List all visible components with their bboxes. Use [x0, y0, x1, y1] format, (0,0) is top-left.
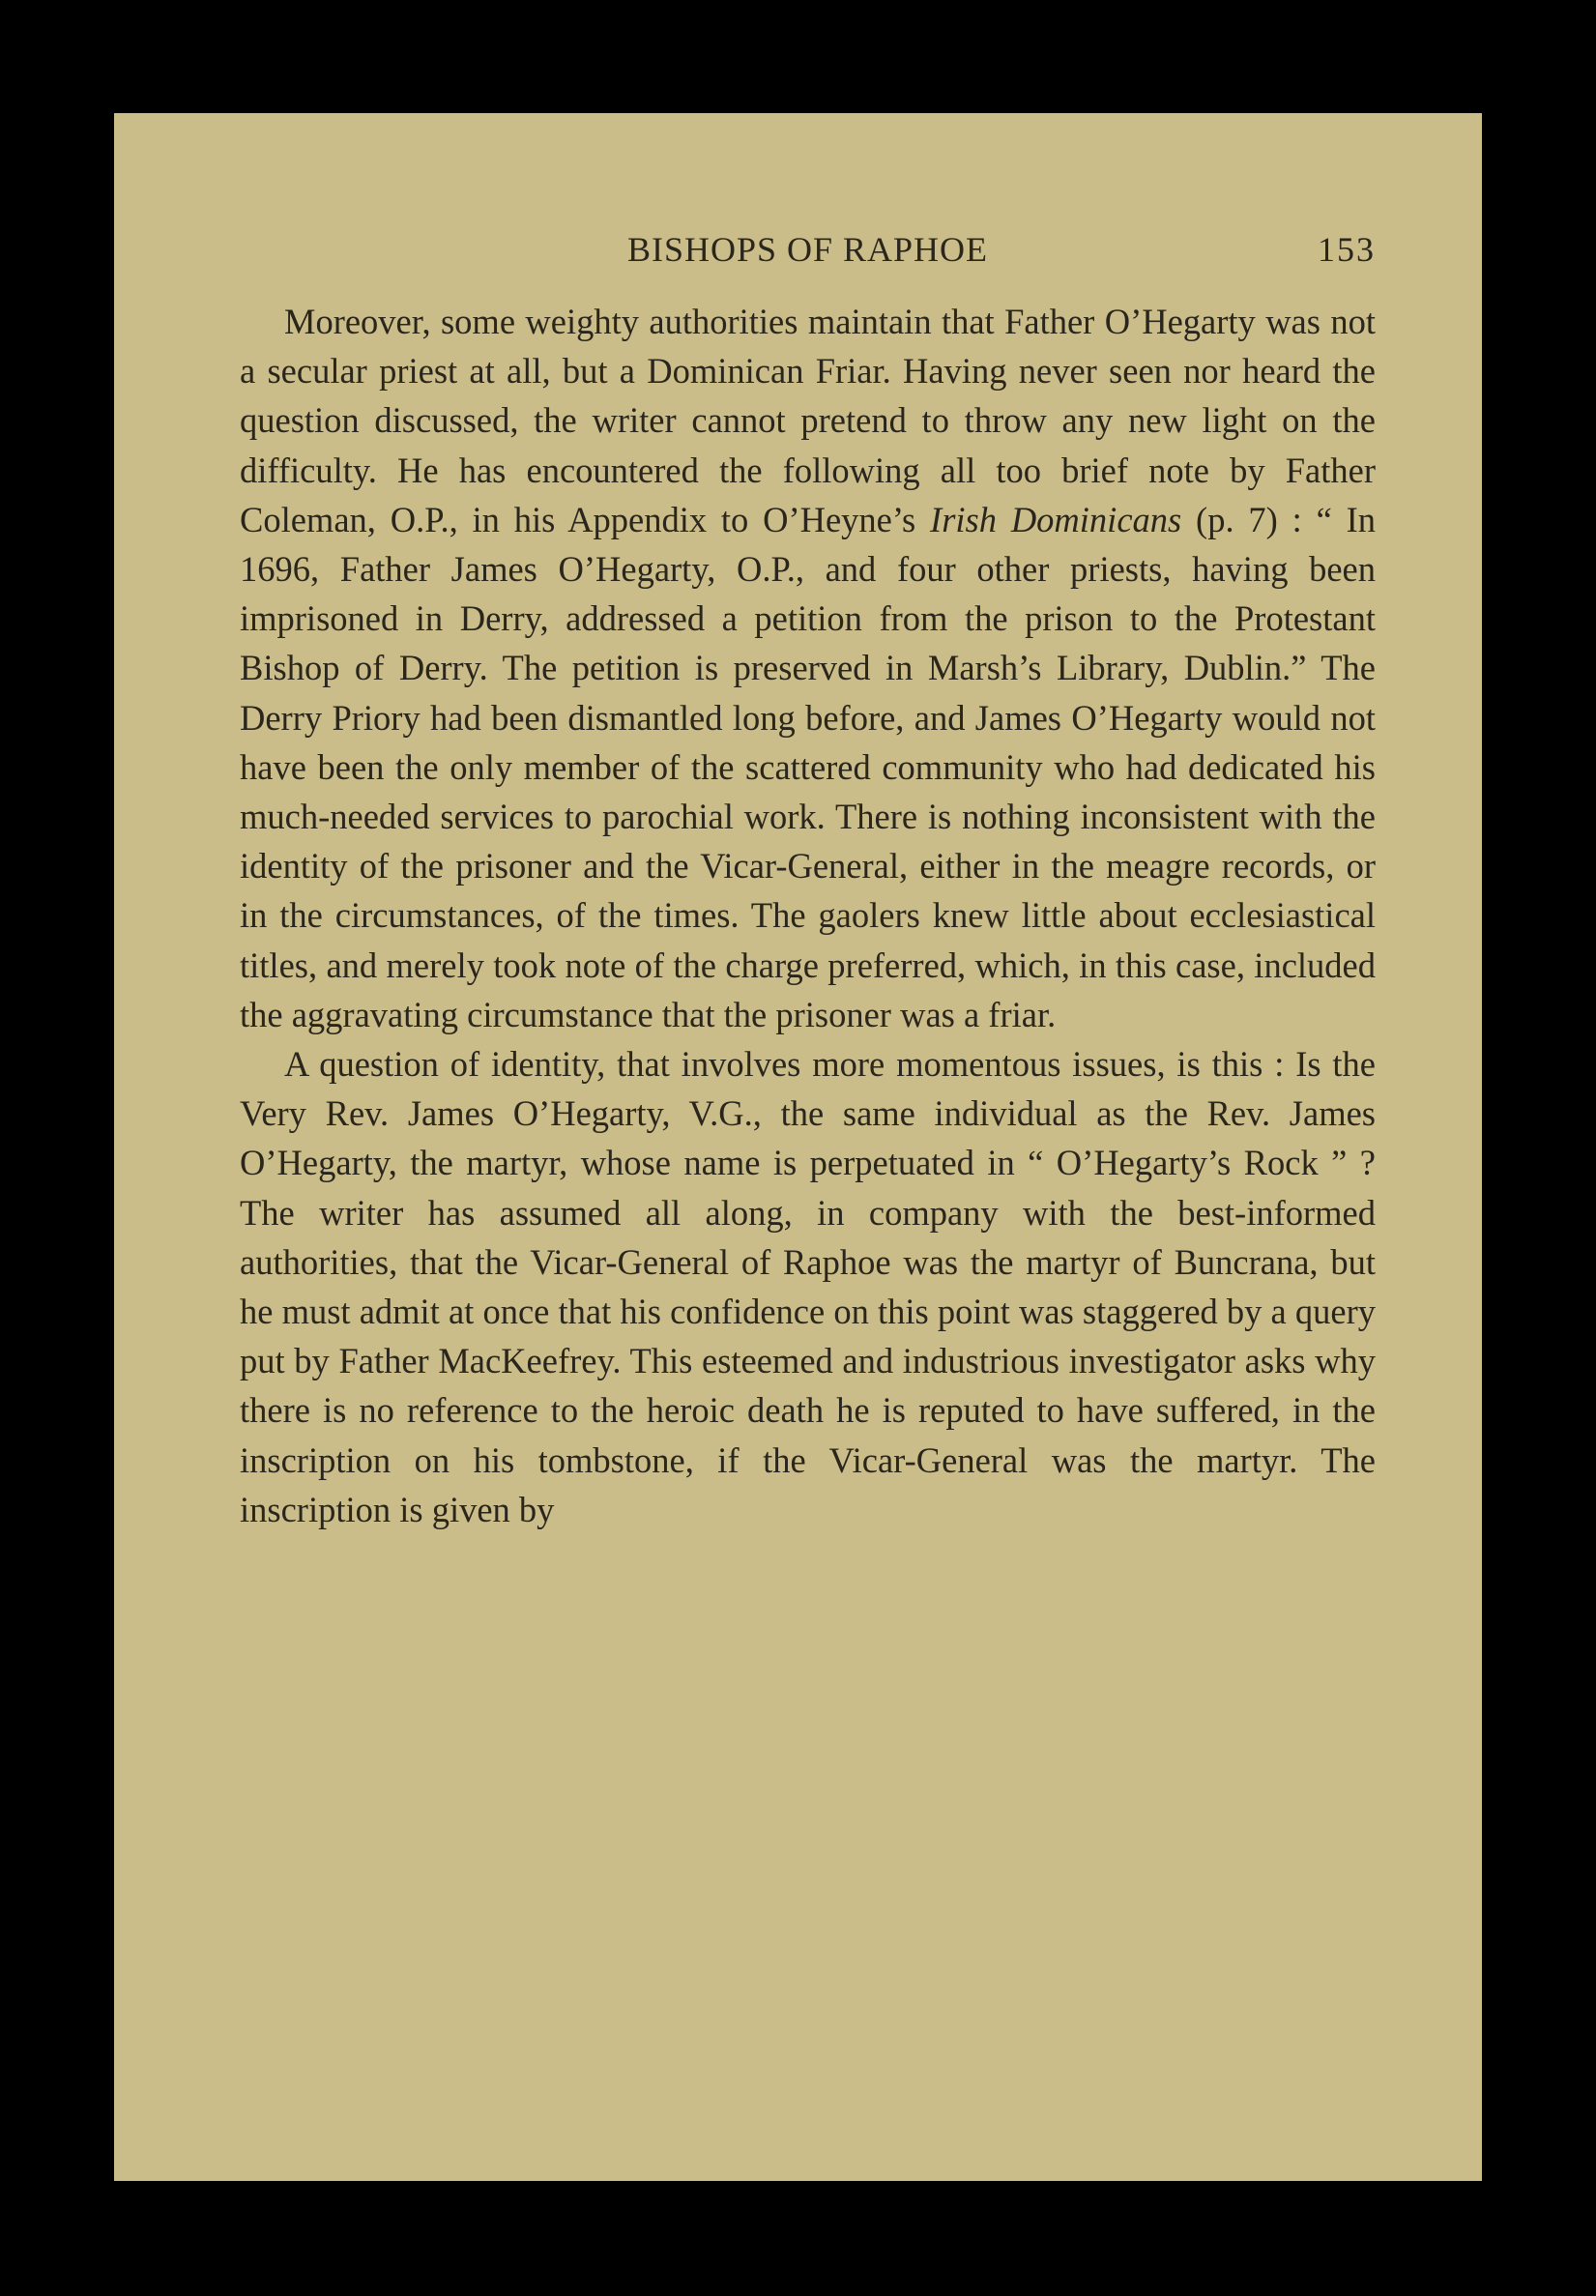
page-content [240, 229, 1376, 1534]
page-number: 153 [1318, 230, 1376, 269]
paragraph-1-text-a: Moreover, some weighty authorities maintain that Father O’Hegarty was not a secular priest at all, but a Dominican Friar. Having never seen nor heard the question discussed, the writer cannot pretend to throw any new light on the difficulty. He has encountered the following all too brief note by Father Coleman, O.P., in his Appendix to O’Heyne’s [240, 302, 1376, 539]
running-title: BISHOPS OF RAPHOE [626, 230, 989, 269]
paragraph-1 [240, 297, 1376, 1039]
book-title-italic: Irish Dominicans [930, 499, 1182, 539]
running-head [240, 229, 1376, 297]
book-page [114, 113, 1482, 2181]
paragraph-1-text-b: (p. 7) : “ In 1696, Father James O’Hegarty, O.P., and four other priests, having been imprisoned in Derry, addressed a petition from the prison to the Protestant Bishop of Derry. The petition is preserved in Marsh’s Library, Dublin.” The Derry Priory had been dismantled long before, and James O’Hegarty would not have been the only member of the scattered community who had dedicated his much-needed services to parochial work. There is nothing inconsistent with the identity of the prisoner and the Vicar-General, either in the meagre records, or in the circumstances, of the times. The gaolers knew little about ecclesiastical titles, and merely took note of the charge preferred, which, in this case, included the aggravating circumstance that the prisoner was a friar. [240, 499, 1377, 1034]
paragraph-2: A question of identity, that involves more momentous issues, is this : Is the Very Rev. James O’Hegarty, V.G., the same individual as the Rev. James O’Hegarty, the martyr, whose name is perpetuated in “ O’Hegarty’s Rock ” ? The writer has assumed all along, in company with the best-informed authorities, that the Vicar-General of Raphoe was the martyr of Buncrana, but he must admit at once that his confidence on this point was staggered by a query put by Father MacKeefrey. This esteemed and industrious investigator asks why there is no reference to the heroic death he is reputed to have suffered, in the inscription on his tombstone, if the Vicar-General was the martyr. The inscription is given by [240, 1044, 1376, 1529]
